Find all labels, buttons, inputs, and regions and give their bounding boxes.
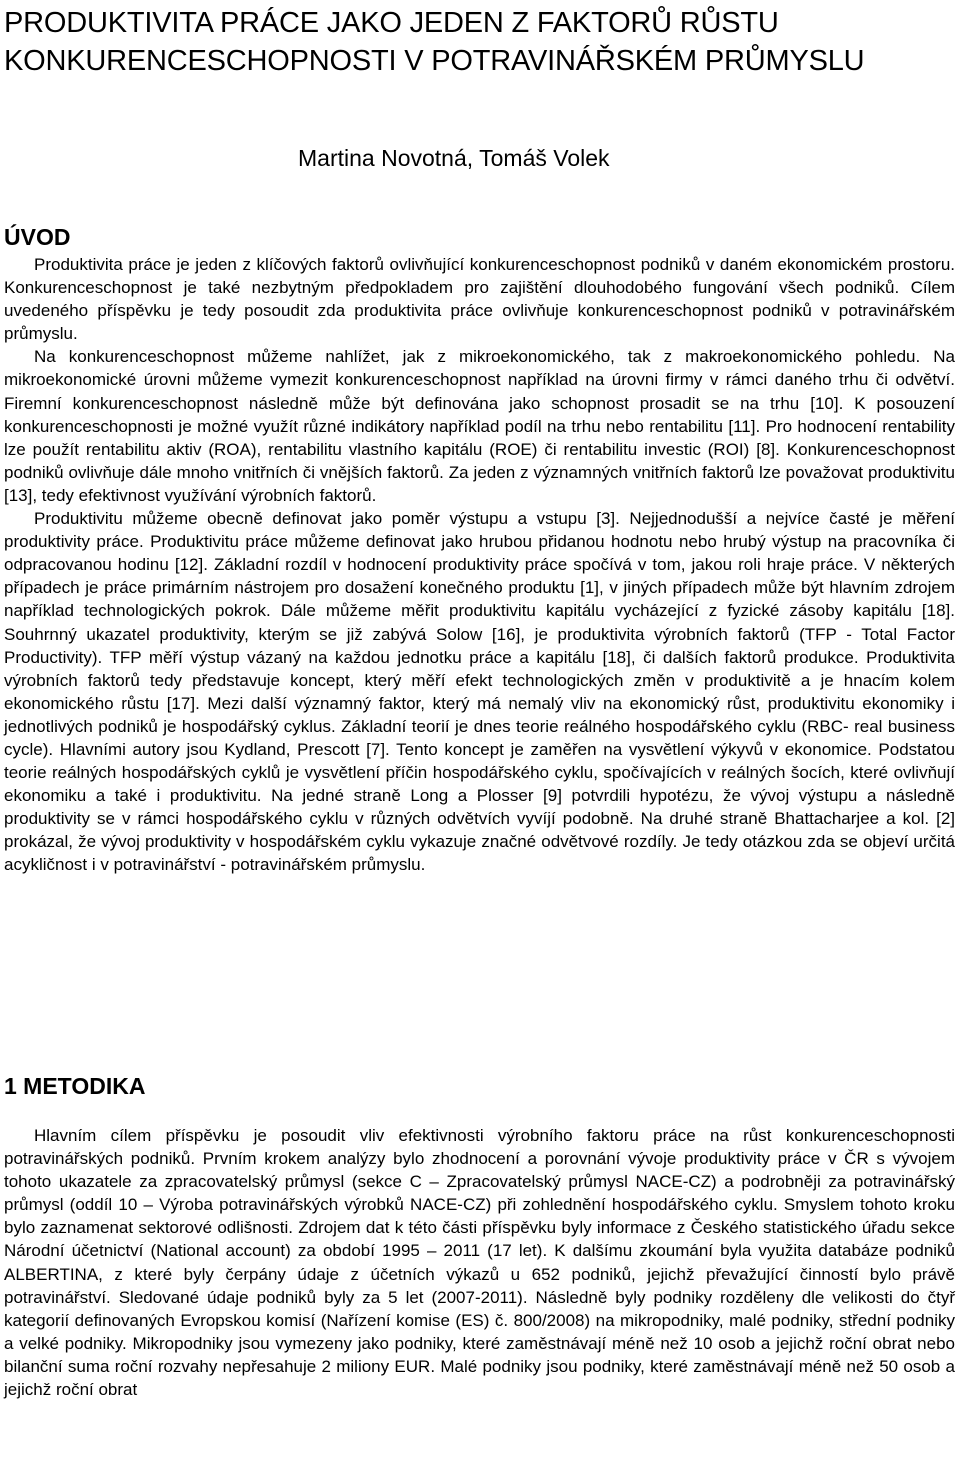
paragraph: Hlavním cílem příspěvku je posoudit vliv efektivnosti výrobního faktoru práce na růst konkurenceschopnosti potravinářských podniků. Prvním krokem analýzy bylo zhodnocení a porovnání vývoje produktivity práce v ČR s vývojem tohoto ukazatele za zpracovatelský průmysl (sekce C – Zpracovatelský průmysl NACE-CZ) a podrobněji za potravinářský průmysl (oddíl 10 – Výroba potravinářských výrobků NACE-CZ) při zohlednění hospodářského cyklu. Smyslem tohoto kroku bylo zaznamenat sektorové odlišnosti. Zdrojem dat k této části příspěvku byly informace z Českého statistického úřadu sekce Národní účetnictví (National account) za období 1995 – 2011 (17 let). K dalšímu zkoumání byla využita databáze podniků ALBERTINA, z které byly čerpány údaje z účetních výkazů u 652 podniků, jejichž převažující činností bylo právě potravinářství. Sledované údaje podniků byly za 5 let (2007-2011). Následně byly podniky rozděleny dle velikosti do čtyř kategorií definovaných Evropskou komisí (Nařízení komise (ES) č. 800/2008) na mikropodniky, malé podniky, střední podniky a velké podniky. Mikropodniky jsou vymezeny jako podniky, které zaměstnávají méně než 10 osob a jejichž roční obrat nebo bilanční suma roční rozvahy nepřesahuje 2 miliony EUR. Malé podniky jsou podniky, které zaměstnávají méně než 50 osob a jejichž roční obrat — [4, 1126, 955, 1400]
section-body-intro — [4, 253, 955, 877]
paragraph: Na konkurenceschopnost můžeme nahlížet, jak z mikroekonomického, tak z makroekonomického pohledu. Na mikroekonomické úrovni můžeme vymezit konkurenceschopnost například na úrovni firmy v rámci daného trhu či odvětví. Firemní konkurenceschopnost následně může být definována jako schopnost prosadit se na trhu [10]. K posouzení konkurenceschopnosti je možné využít různé indikátory například podíl na trhu nebo rentabilitu [11]. Pro hodnocení rentability lze použít rentabilitu aktiv (ROA), rentabilitu vlastního kapitálu (ROE) či rentabilitu investic (ROI) [8]. Konkurenceschopnost podniků ovlivňuje dále mnoho vnitřních či vnějších faktorů. Za jeden z významných vnitřních faktorů lze považovat produktivitu [13], tedy efektivnost využívání výrobních faktorů. — [4, 347, 955, 505]
section-body-metodika — [4, 1124, 955, 1401]
paragraph: Produktivita práce je jeden z klíčových faktorů ovlivňující konkurenceschopnost podniků v daném ekonomickém prostoru. Konkurenceschopnost je také nezbytným předpokladem pro zajištění dlouhodobého fungování všech podniků. Cílem uvedeného příspěvku je tedy posoudit zda produktivita práce ovlivňuje konkurenceschopnost podniků v potravinářském průmyslu. — [4, 255, 955, 344]
paragraph: Produktivitu můžeme obecně definovat jako poměr výstupu a vstupu [3]. Nejjednodušší a nejvíce časté je měření produktivity práce. Produktivitu práce můžeme definovat jako hrubou přidanou hodnotu nebo hrubý výstup na pracovníka či odpracovanou hodinu [12]. Základní rozdíl v hodnocení produktivity práce spočívá v tom, jakou roli hraje práce. V některých případech je práce primárním nástrojem pro dosažení konečného produktu [1], v jiných případech může být hlavním zdrojem například technologických pokrok. Dále můžeme měřit produktivitu kapitálu vycházející z fyzické zásoby kapitálu [18]. Souhrnný ukazatel produktivity, kterým se již zabývá Solow [16], je produktivita výrobních faktorů (TFP - Total Factor Productivity). TFP měří výstup vázaný na každou jednotku práce a kapitálu [18], či dalších faktorů produkce. Produktivita výrobních faktorů tedy představuje koncept, který měří efekt technologických změn v produktivitě a je hnacím kolem ekonomického růstu [17]. Mezi další významný faktor, který má nemalý vliv na ekonomický růst, produktivitu ekonomiky i jednotlivých podniků je hospodářský cyklus. Základní teorií je dnes teorie reálného hospodářského cyklu (RBC- real business cycle). Hlavními autory jsou Kydland, Prescott [7]. Tento koncept je zaměřen na vysvětlení výkyvů v ekonomice. Podstatou teorie reálných hospodářských cyklů je vysvětlení příčin hospodářského cyklu, spočívajících v reálných šocích, které ovlivňují ekonomiku a také i produktivitu. Na jedné straně Long a Plosser [9] potvrdili hypotézu, že vývoj výstupu a následně produktivity se v rámci hospodářského cyklu v různých odvětvích vyvíjí podobně. Na druhé straně Bhattacharjee a kol. [2] prokázal, že vývoj produktivity v hospodářském cyklu vykazuje značné odvětvové rozdíly. Je tedy otázkou zda se objeví určitá acykličnost i v potravinářství - potravinářském průmyslu. — [4, 509, 955, 875]
section-heading-metodika: 1 METODIKA — [4, 1073, 146, 1099]
section-heading-intro: ÚVOD — [4, 224, 71, 250]
paper-title: PRODUKTIVITA PRÁCE JAKO JEDEN Z FAKTORŮ RŮSTU KONKURENCESCHOPNOSTI V POTRAVINÁŘSKÉM PRŮMYSLU — [4, 7, 865, 77]
paper-authors: Martina Novotná, Tomáš Volek — [298, 145, 610, 171]
